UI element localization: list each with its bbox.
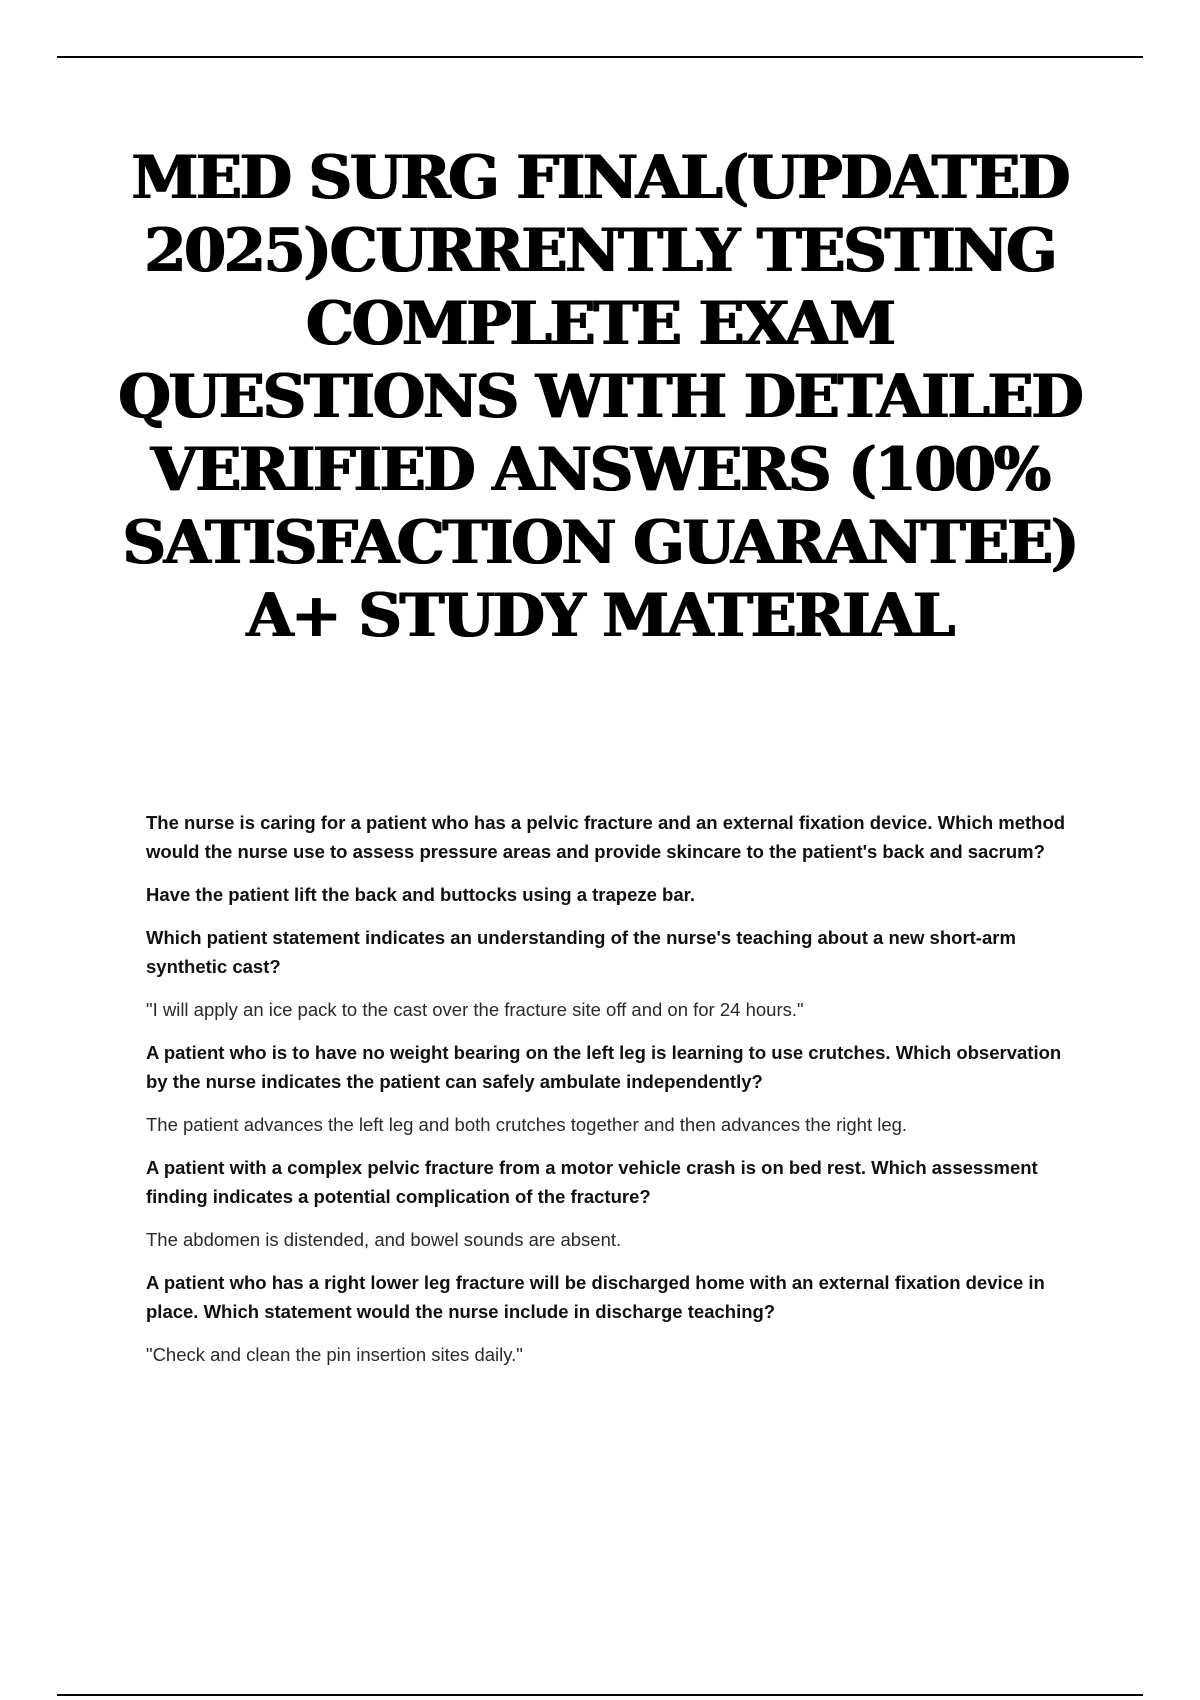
- question-4: A patient with a complex pelvic fracture from a motor vehicle crash is on bed rest. Which assessment finding indicates a potential complication of the fracture?: [146, 1157, 1038, 1207]
- question-1: The nurse is caring for a patient who has a pelvic fracture and an external fixation device. Which method would the nurse use to assess pressure areas and provide skincare to the patient's back and sacrum?: [146, 812, 1066, 862]
- answer-2: "I will apply an ice pack to the cast over the fracture site off and on for 24 hours.": [146, 999, 804, 1020]
- answer-1: Have the patient lift the back and buttocks using a trapeze bar.: [146, 884, 695, 905]
- qa-list: [146, 808, 1086, 1383]
- bottom-rule: [57, 1694, 1143, 1696]
- question-3: A patient who is to have no weight bearing on the left leg is learning to use crutches. Which observation by the nurse indicates the patient can safely ambulate independently?: [146, 1042, 1062, 1092]
- answer-3: The patient advances the left leg and both crutches together and then advances the right leg.: [146, 1114, 908, 1135]
- question-5: A patient who has a right lower leg fracture will be discharged home with an external fixation device in place. Which statement would the nurse include in discharge teaching?: [146, 1272, 1045, 1322]
- answer-4: The abdomen is distended, and bowel sounds are absent.: [146, 1229, 622, 1250]
- answer-5: "Check and clean the pin insertion sites daily.": [146, 1344, 523, 1365]
- document-title: MED SURG FINAL(UPDATED 2025)CURRENTLY TESTING COMPLETE EXAM QUESTIONS WITH DETAILED VERIFIED ANSWERS (100% SATISFACTION GUARANTEE) A+ STUDY MATERIAL: [118, 143, 1082, 651]
- question-2: Which patient statement indicates an understanding of the nurse's teaching about a new short-arm synthetic cast?: [146, 927, 1016, 977]
- top-rule: [57, 56, 1143, 58]
